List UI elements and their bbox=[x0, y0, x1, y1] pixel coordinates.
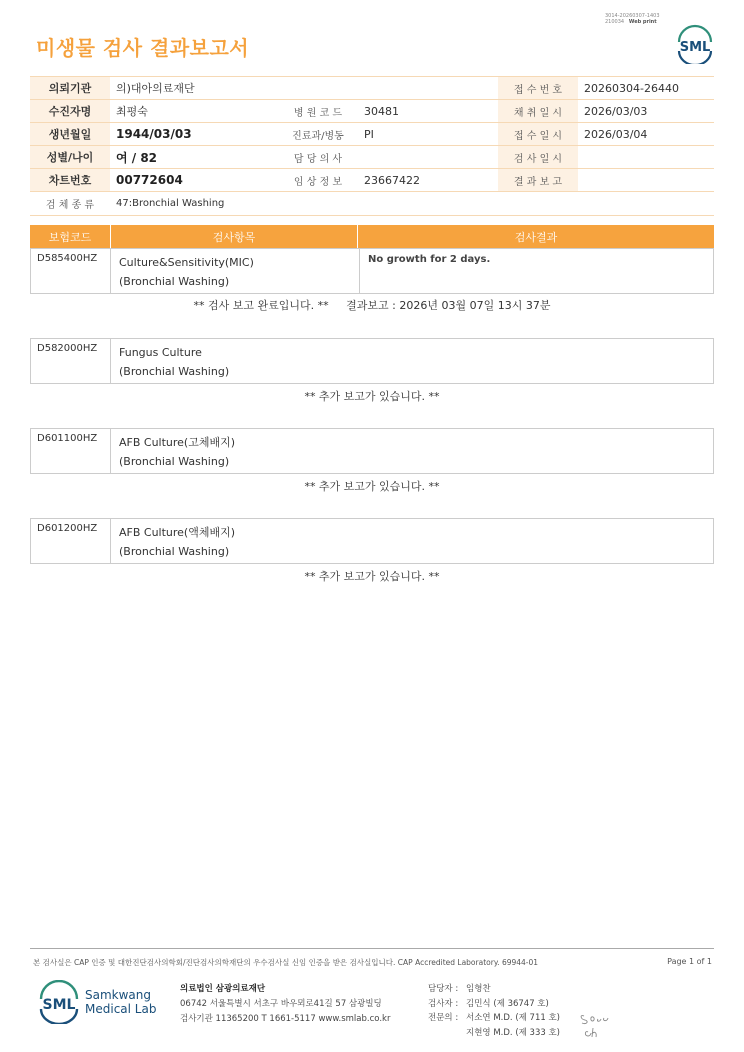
certification-text: 본 검사실은 CAP 인증 및 대한진단검사의학회/진단검사의학재단의 우수검사실 신임 인증을 받은 검사실입니다. CAP Accredited Laboratory. 69944-01 bbox=[33, 958, 539, 967]
doctor-value bbox=[358, 146, 498, 169]
result-row bbox=[30, 338, 714, 384]
brand-name bbox=[85, 988, 156, 1016]
reception-no-value: 20260304-26440 bbox=[578, 77, 714, 100]
result-code: D585400HZ bbox=[31, 249, 111, 293]
report-value bbox=[578, 169, 714, 192]
receipt-date-label: 접 수 일 시 bbox=[498, 123, 578, 146]
test-date-label: 검 사 일 시 bbox=[498, 146, 578, 169]
result-item bbox=[111, 339, 713, 383]
result-item-line1: Culture&Sensitivity(MIC) bbox=[119, 256, 254, 269]
header-result: 검사결과 bbox=[514, 230, 558, 244]
result-row bbox=[30, 428, 714, 474]
result-note: ** 검사 보고 완료입니다. ** 결과보고 : 2026년 03월 07일 13시 37분 bbox=[193, 299, 551, 312]
org-name: 의료법인 삼광의료재단 bbox=[180, 984, 266, 994]
hospital-code-label: 병 원 코 드 bbox=[278, 100, 358, 123]
result-row bbox=[30, 518, 714, 564]
birth-label: 생년월일 bbox=[30, 123, 110, 146]
staff-name: 임형찬 bbox=[466, 984, 491, 994]
result-note: ** 추가 보고가 있습니다. ** bbox=[304, 480, 440, 493]
print-meta bbox=[605, 13, 660, 25]
logo-bottom-text: SML bbox=[42, 997, 76, 1013]
birth-value: 1944/03/03 bbox=[110, 123, 278, 146]
org-address: 06742 서울특별시 서초구 바우뫼로41길 57 삼광빌딩 bbox=[180, 999, 382, 1009]
meta-line1: 3014-20260307-1403 bbox=[605, 13, 660, 19]
collect-date-value: 2026/03/03 bbox=[578, 100, 714, 123]
result-item bbox=[111, 429, 713, 473]
brand-line2: Medical Lab bbox=[85, 1002, 157, 1016]
hospital-code-value: 30481 bbox=[358, 100, 498, 123]
patient-info-table bbox=[30, 76, 714, 216]
result-code: D601200HZ bbox=[31, 519, 111, 563]
staff-name: 서소연 M.D. (제 711 호) bbox=[466, 1013, 561, 1023]
header-item: 검사항목 bbox=[110, 225, 358, 248]
result-value: No growth for 2 days. bbox=[359, 249, 713, 293]
result-item-line1: Fungus Culture bbox=[119, 346, 202, 359]
dept-value: PI bbox=[358, 123, 498, 146]
doctor-label: 담 당 의 사 bbox=[278, 146, 358, 169]
result-note: ** 추가 보고가 있습니다. ** bbox=[304, 570, 440, 583]
result-row bbox=[30, 248, 714, 294]
staff-info bbox=[428, 982, 560, 1040]
result-item bbox=[111, 519, 713, 563]
collect-date-label: 채 취 일 시 bbox=[498, 100, 578, 123]
result-item-line1: AFB Culture(고체배지) bbox=[119, 436, 236, 449]
report-title: 미생물 검사 결과보고서 bbox=[36, 36, 250, 60]
organization-info bbox=[180, 982, 390, 1027]
reception-no-label: 접 수 번 호 bbox=[498, 77, 578, 100]
meta-web-print: Web print bbox=[628, 19, 657, 25]
result-item bbox=[111, 249, 359, 293]
staff-role bbox=[428, 1026, 466, 1041]
result-item-line2: (Bronchial Washing) bbox=[119, 365, 230, 378]
header-code: 보험코드 bbox=[48, 230, 92, 244]
brand-line1: Samkwang bbox=[85, 988, 151, 1002]
staff-role: 전문의 : bbox=[428, 1013, 459, 1023]
specimen-label: 검 체 종 류 bbox=[30, 192, 110, 216]
org-contact: 검사기관 11365200 T 1661-5117 www.smlab.co.kr bbox=[180, 1014, 391, 1024]
meta-line2: 210034 bbox=[605, 19, 625, 25]
staff-name: 김민식 (제 36747 호) bbox=[466, 998, 549, 1009]
sex-age-label: 성별/나이 bbox=[30, 146, 110, 169]
chart-label: 차트번호 bbox=[30, 169, 110, 192]
report-label: 결 과 보 고 bbox=[498, 169, 578, 192]
specimen-value: 47:Bronchial Washing bbox=[110, 192, 714, 216]
result-item-line2: (Bronchial Washing) bbox=[119, 275, 230, 288]
page-number: Page 1 of 1 bbox=[667, 957, 712, 966]
sex-age-value: 여 / 82 bbox=[110, 146, 278, 169]
patient-value: 최평숙 bbox=[110, 100, 278, 123]
patient-label: 수진자명 bbox=[30, 100, 110, 123]
clinical-label: 임 상 정 보 bbox=[278, 169, 358, 192]
staff-role: 담당자 : bbox=[428, 984, 459, 994]
result-item-line2: (Bronchial Washing) bbox=[119, 455, 230, 468]
result-note: ** 추가 보고가 있습니다. ** bbox=[304, 390, 440, 403]
sml-logo-bottom-icon bbox=[36, 980, 82, 1024]
result-item-line1: AFB Culture(액체배지) bbox=[119, 526, 236, 539]
staff-name: 지현영 M.D. (제 333 호) bbox=[466, 1027, 561, 1038]
result-item-line2: (Bronchial Washing) bbox=[119, 545, 230, 558]
chart-value: 00772604 bbox=[110, 169, 278, 192]
dept-label: 진료과/병동 bbox=[278, 123, 358, 146]
signature-icon bbox=[578, 1008, 612, 1042]
logo-text: SML bbox=[679, 40, 711, 55]
result-code: D601100HZ bbox=[31, 429, 111, 473]
clinical-value: 23667422 bbox=[358, 169, 498, 192]
requester-value: 의)대아의료재단 bbox=[110, 77, 498, 100]
results-header bbox=[30, 225, 714, 248]
result-code: D582000HZ bbox=[31, 339, 111, 383]
test-date-value bbox=[578, 146, 714, 169]
requester-label: 의뢰기관 bbox=[30, 77, 110, 100]
receipt-date-value: 2026/03/04 bbox=[578, 123, 714, 146]
staff-role: 검사자 : bbox=[428, 998, 459, 1009]
footer-divider bbox=[30, 948, 714, 949]
sml-logo-icon bbox=[673, 24, 717, 64]
